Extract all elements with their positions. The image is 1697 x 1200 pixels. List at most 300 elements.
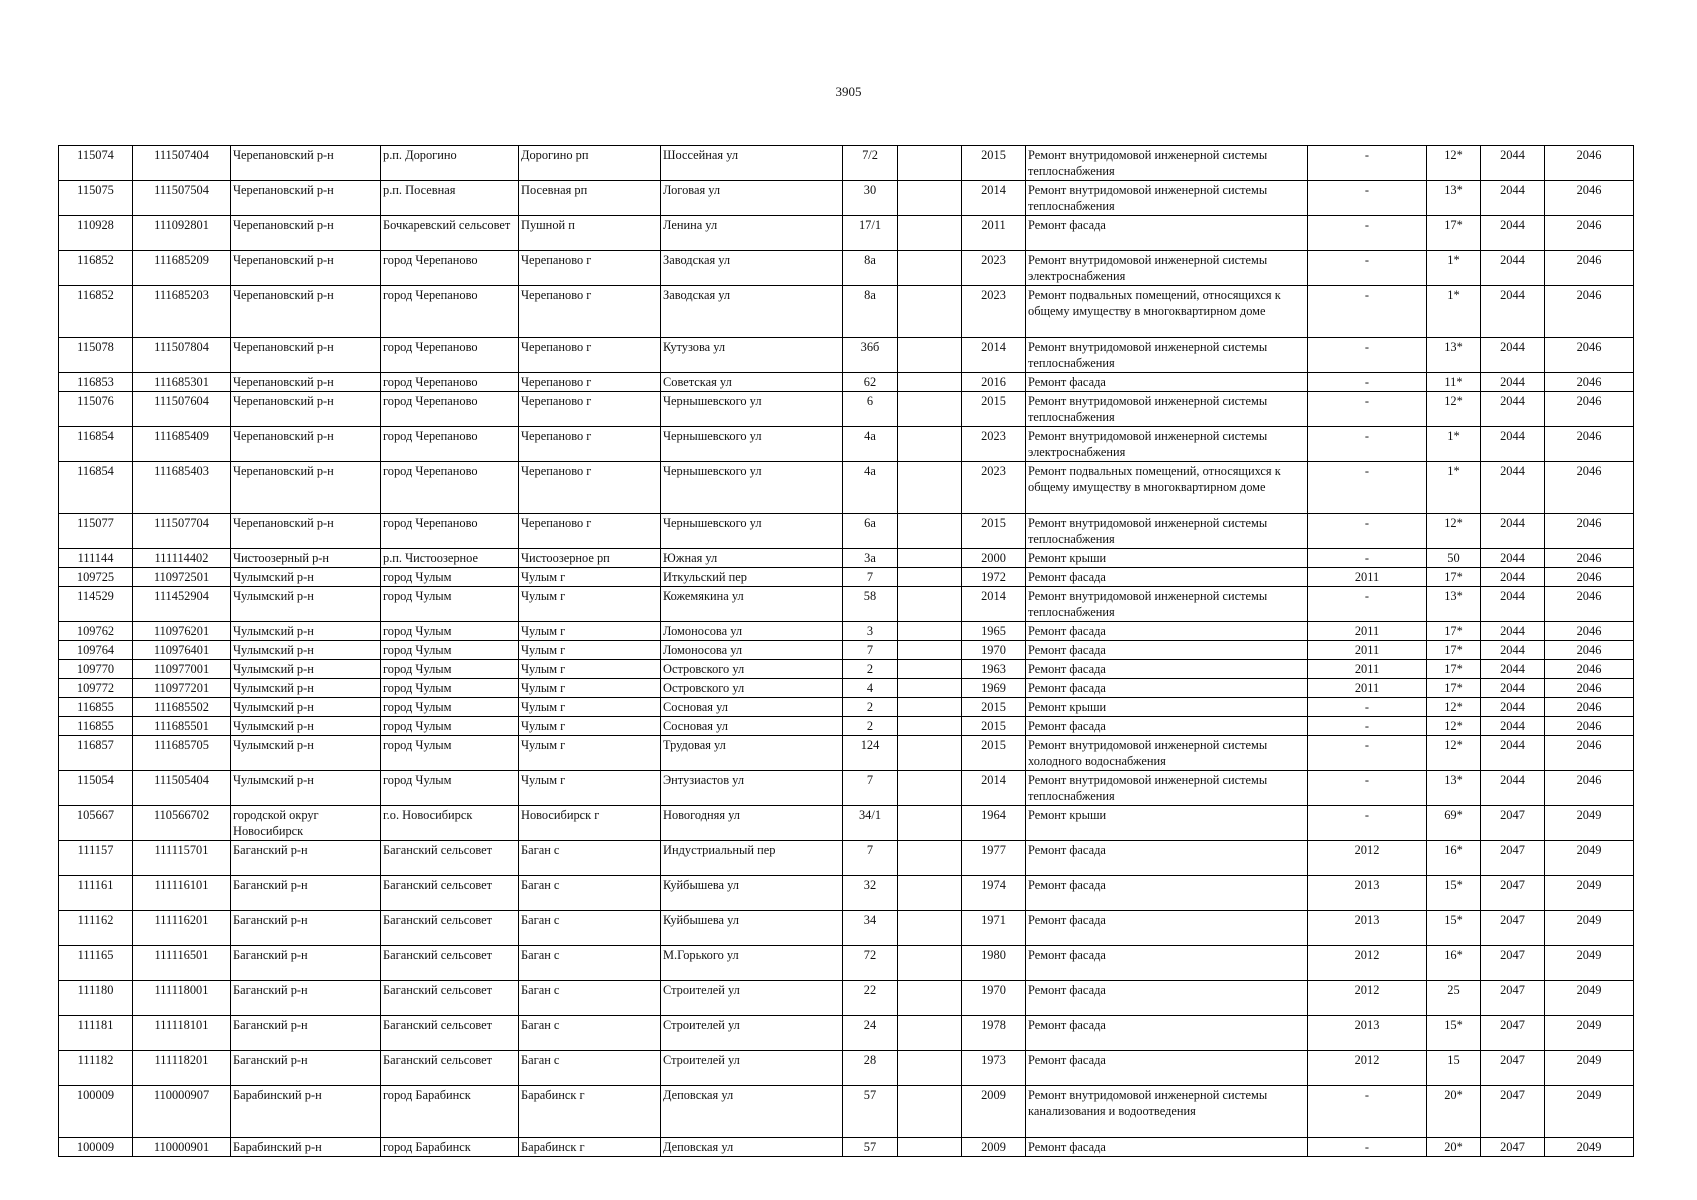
row-wear: 17* bbox=[1427, 568, 1481, 587]
row-house: 32 bbox=[843, 876, 898, 911]
table-row bbox=[59, 1051, 1634, 1086]
row-work: Ремонт внутридомовой инженерной системы канализования и водоотведения bbox=[1026, 1086, 1308, 1138]
row-blank bbox=[898, 641, 962, 660]
row-last-repair: - bbox=[1308, 1138, 1427, 1157]
row-last-repair: - bbox=[1308, 549, 1427, 568]
table-row bbox=[59, 679, 1634, 698]
row-blank bbox=[898, 216, 962, 251]
row-settlement: Черепаново г bbox=[519, 338, 661, 373]
row-code: 110000907 bbox=[133, 1086, 231, 1138]
row-from: 2044 bbox=[1481, 717, 1545, 736]
row-house: 3 bbox=[843, 622, 898, 641]
row-id: 109764 bbox=[59, 641, 133, 660]
row-from: 2047 bbox=[1481, 1051, 1545, 1086]
row-last-repair: - bbox=[1308, 717, 1427, 736]
row-street: Строителей ул bbox=[661, 1051, 843, 1086]
row-id: 116855 bbox=[59, 698, 133, 717]
row-code: 111092801 bbox=[133, 216, 231, 251]
row-year: 2016 bbox=[962, 373, 1026, 392]
row-blank bbox=[898, 911, 962, 946]
row-id: 100009 bbox=[59, 1138, 133, 1157]
row-code: 111685705 bbox=[133, 736, 231, 771]
row-id: 109772 bbox=[59, 679, 133, 698]
row-blank bbox=[898, 679, 962, 698]
row-municipality: город Черепаново bbox=[381, 373, 519, 392]
row-work: Ремонт фасада bbox=[1026, 1138, 1308, 1157]
row-last-repair: 2013 bbox=[1308, 876, 1427, 911]
row-id: 111165 bbox=[59, 946, 133, 981]
row-house: 2 bbox=[843, 717, 898, 736]
row-work: Ремонт фасада bbox=[1026, 911, 1308, 946]
row-code: 111116501 bbox=[133, 946, 231, 981]
row-to: 2046 bbox=[1545, 514, 1634, 549]
row-settlement: Чулым г bbox=[519, 736, 661, 771]
row-last-repair: 2012 bbox=[1308, 1051, 1427, 1086]
row-code: 111507704 bbox=[133, 514, 231, 549]
table-row bbox=[59, 876, 1634, 911]
row-blank bbox=[898, 181, 962, 216]
row-work: Ремонт фасада bbox=[1026, 981, 1308, 1016]
row-house: 2 bbox=[843, 660, 898, 679]
row-municipality: город Барабинск bbox=[381, 1086, 519, 1138]
row-blank bbox=[898, 876, 962, 911]
row-wear: 16* bbox=[1427, 946, 1481, 981]
row-house: 72 bbox=[843, 946, 898, 981]
row-id: 111180 bbox=[59, 981, 133, 1016]
row-work: Ремонт внутридомовой инженерной системы электроснабжения bbox=[1026, 251, 1308, 286]
row-street: Южная ул bbox=[661, 549, 843, 568]
row-wear: 11* bbox=[1427, 373, 1481, 392]
row-district: городской округ Новосибирск bbox=[231, 806, 381, 841]
row-settlement: Черепаново г bbox=[519, 373, 661, 392]
row-from: 2044 bbox=[1481, 568, 1545, 587]
row-from: 2044 bbox=[1481, 514, 1545, 549]
row-settlement: Барабинск г bbox=[519, 1086, 661, 1138]
row-street: Иткульский пер bbox=[661, 568, 843, 587]
row-year: 2015 bbox=[962, 736, 1026, 771]
row-district: Чулымский р-н bbox=[231, 622, 381, 641]
row-municipality: р.п. Посевная bbox=[381, 181, 519, 216]
row-municipality: Баганский сельсовет bbox=[381, 876, 519, 911]
table-row bbox=[59, 146, 1634, 181]
row-id: 111162 bbox=[59, 911, 133, 946]
row-street: Шоссейная ул bbox=[661, 146, 843, 181]
row-blank bbox=[898, 427, 962, 462]
row-from: 2044 bbox=[1481, 771, 1545, 806]
table-row bbox=[59, 911, 1634, 946]
row-blank bbox=[898, 1051, 962, 1086]
row-municipality: р.п. Чистоозерное bbox=[381, 549, 519, 568]
row-to: 2049 bbox=[1545, 1086, 1634, 1138]
row-from: 2044 bbox=[1481, 338, 1545, 373]
row-year: 2023 bbox=[962, 286, 1026, 338]
row-house: 124 bbox=[843, 736, 898, 771]
row-last-repair: 2011 bbox=[1308, 679, 1427, 698]
row-wear: 25 bbox=[1427, 981, 1481, 1016]
row-wear: 15* bbox=[1427, 911, 1481, 946]
row-district: Черепановский р-н bbox=[231, 251, 381, 286]
row-house: 57 bbox=[843, 1086, 898, 1138]
row-id: 116857 bbox=[59, 736, 133, 771]
row-blank bbox=[898, 1016, 962, 1051]
row-street: Логовая ул bbox=[661, 181, 843, 216]
row-to: 2046 bbox=[1545, 373, 1634, 392]
row-house: 7 bbox=[843, 771, 898, 806]
row-wear: 13* bbox=[1427, 338, 1481, 373]
row-last-repair: - bbox=[1308, 286, 1427, 338]
table-row bbox=[59, 660, 1634, 679]
row-code: 111507404 bbox=[133, 146, 231, 181]
row-municipality: Баганский сельсовет bbox=[381, 1051, 519, 1086]
row-blank bbox=[898, 1138, 962, 1157]
row-work: Ремонт внутридомовой инженерной системы теплоснабжения bbox=[1026, 392, 1308, 427]
row-wear: 12* bbox=[1427, 514, 1481, 549]
row-district: Чулымский р-н bbox=[231, 771, 381, 806]
row-from: 2044 bbox=[1481, 736, 1545, 771]
row-work: Ремонт фасада bbox=[1026, 876, 1308, 911]
row-work: Ремонт внутридомовой инженерной системы теплоснабжения bbox=[1026, 587, 1308, 622]
row-work: Ремонт фасада bbox=[1026, 1051, 1308, 1086]
row-district: Баганский р-н bbox=[231, 1051, 381, 1086]
row-last-repair: 2011 bbox=[1308, 660, 1427, 679]
row-house: 22 bbox=[843, 981, 898, 1016]
row-work: Ремонт крыши bbox=[1026, 698, 1308, 717]
row-last-repair: - bbox=[1308, 1086, 1427, 1138]
row-street: Заводская ул bbox=[661, 286, 843, 338]
row-district: Черепановский р-н bbox=[231, 427, 381, 462]
row-house: 7 bbox=[843, 568, 898, 587]
row-municipality: город Чулым bbox=[381, 587, 519, 622]
row-settlement: Барабинск г bbox=[519, 1138, 661, 1157]
row-year: 1969 bbox=[962, 679, 1026, 698]
row-settlement: Баган с bbox=[519, 911, 661, 946]
row-code: 111116201 bbox=[133, 911, 231, 946]
row-code: 111118101 bbox=[133, 1016, 231, 1051]
row-street: Чернышевского ул bbox=[661, 462, 843, 514]
row-street: Ленина ул bbox=[661, 216, 843, 251]
row-id: 111161 bbox=[59, 876, 133, 911]
row-district: Баганский р-н bbox=[231, 1016, 381, 1051]
row-year: 2011 bbox=[962, 216, 1026, 251]
row-house: 2 bbox=[843, 698, 898, 717]
table-row bbox=[59, 717, 1634, 736]
row-district: Чулымский р-н bbox=[231, 679, 381, 698]
row-to: 2049 bbox=[1545, 806, 1634, 841]
row-municipality: город Чулым bbox=[381, 717, 519, 736]
row-year: 2015 bbox=[962, 392, 1026, 427]
row-street: Чернышевского ул bbox=[661, 392, 843, 427]
row-id: 114529 bbox=[59, 587, 133, 622]
row-district: Баганский р-н bbox=[231, 981, 381, 1016]
row-work: Ремонт крыши bbox=[1026, 806, 1308, 841]
row-house: 34/1 bbox=[843, 806, 898, 841]
row-id: 116854 bbox=[59, 427, 133, 462]
row-work: Ремонт внутридомовой инженерной системы электроснабжения bbox=[1026, 427, 1308, 462]
row-to: 2046 bbox=[1545, 736, 1634, 771]
table-row bbox=[59, 216, 1634, 251]
row-municipality: город Черепаново bbox=[381, 462, 519, 514]
row-year: 1977 bbox=[962, 841, 1026, 876]
row-house: 24 bbox=[843, 1016, 898, 1051]
row-street: Островского ул bbox=[661, 660, 843, 679]
row-from: 2047 bbox=[1481, 946, 1545, 981]
row-wear: 1* bbox=[1427, 462, 1481, 514]
row-wear: 12* bbox=[1427, 392, 1481, 427]
row-code: 111685209 bbox=[133, 251, 231, 286]
row-settlement: Черепаново г bbox=[519, 392, 661, 427]
row-settlement: Черепаново г bbox=[519, 514, 661, 549]
row-wear: 15 bbox=[1427, 1051, 1481, 1086]
row-district: Черепановский р-н bbox=[231, 462, 381, 514]
row-last-repair: - bbox=[1308, 736, 1427, 771]
row-settlement: Чулым г bbox=[519, 568, 661, 587]
row-district: Черепановский р-н bbox=[231, 373, 381, 392]
table-row bbox=[59, 698, 1634, 717]
row-district: Чулымский р-н bbox=[231, 641, 381, 660]
row-last-repair: 2011 bbox=[1308, 622, 1427, 641]
row-work: Ремонт фасада bbox=[1026, 641, 1308, 660]
row-to: 2049 bbox=[1545, 981, 1634, 1016]
row-code: 111115701 bbox=[133, 841, 231, 876]
row-to: 2046 bbox=[1545, 679, 1634, 698]
row-work: Ремонт фасада bbox=[1026, 568, 1308, 587]
row-street: Сосновая ул bbox=[661, 717, 843, 736]
row-from: 2044 bbox=[1481, 216, 1545, 251]
row-wear: 50 bbox=[1427, 549, 1481, 568]
row-municipality: город Чулым bbox=[381, 771, 519, 806]
row-from: 2047 bbox=[1481, 1016, 1545, 1051]
row-code: 111118001 bbox=[133, 981, 231, 1016]
row-to: 2049 bbox=[1545, 1138, 1634, 1157]
table-row bbox=[59, 251, 1634, 286]
row-last-repair: 2013 bbox=[1308, 911, 1427, 946]
row-last-repair: 2013 bbox=[1308, 1016, 1427, 1051]
row-from: 2044 bbox=[1481, 679, 1545, 698]
row-house: 7 bbox=[843, 841, 898, 876]
row-from: 2044 bbox=[1481, 641, 1545, 660]
row-to: 2046 bbox=[1545, 771, 1634, 806]
table-row bbox=[59, 1086, 1634, 1138]
row-blank bbox=[898, 771, 962, 806]
row-from: 2044 bbox=[1481, 181, 1545, 216]
row-house: 6а bbox=[843, 514, 898, 549]
row-code: 110977001 bbox=[133, 660, 231, 679]
row-work: Ремонт фасада bbox=[1026, 1016, 1308, 1051]
row-municipality: город Чулым bbox=[381, 679, 519, 698]
row-to: 2046 bbox=[1545, 698, 1634, 717]
row-work: Ремонт фасада bbox=[1026, 841, 1308, 876]
row-settlement: Чулым г bbox=[519, 698, 661, 717]
row-last-repair: - bbox=[1308, 146, 1427, 181]
row-district: Чулымский р-н bbox=[231, 568, 381, 587]
table-row bbox=[59, 736, 1634, 771]
row-wear: 15* bbox=[1427, 876, 1481, 911]
row-blank bbox=[898, 587, 962, 622]
row-year: 1963 bbox=[962, 660, 1026, 679]
table-row bbox=[59, 587, 1634, 622]
row-street: Трудовая ул bbox=[661, 736, 843, 771]
table-row bbox=[59, 181, 1634, 216]
row-street: Чернышевского ул bbox=[661, 427, 843, 462]
row-code: 111116101 bbox=[133, 876, 231, 911]
row-work: Ремонт внутридомовой инженерной системы теплоснабжения bbox=[1026, 338, 1308, 373]
row-year: 2014 bbox=[962, 338, 1026, 373]
row-blank bbox=[898, 1086, 962, 1138]
row-district: Чулымский р-н bbox=[231, 698, 381, 717]
row-wear: 17* bbox=[1427, 641, 1481, 660]
row-from: 2044 bbox=[1481, 549, 1545, 568]
row-blank bbox=[898, 392, 962, 427]
row-year: 2014 bbox=[962, 771, 1026, 806]
row-to: 2046 bbox=[1545, 641, 1634, 660]
row-code: 111685403 bbox=[133, 462, 231, 514]
row-id: 116852 bbox=[59, 286, 133, 338]
row-year: 2023 bbox=[962, 462, 1026, 514]
row-municipality: город Чулым bbox=[381, 660, 519, 679]
row-wear: 1* bbox=[1427, 427, 1481, 462]
row-settlement: Баган с bbox=[519, 841, 661, 876]
row-municipality: город Чулым bbox=[381, 622, 519, 641]
page-number: 3905 bbox=[835, 84, 862, 99]
row-to: 2046 bbox=[1545, 181, 1634, 216]
row-municipality: Баганский сельсовет bbox=[381, 911, 519, 946]
row-work: Ремонт фасада bbox=[1026, 946, 1308, 981]
row-to: 2046 bbox=[1545, 216, 1634, 251]
row-blank bbox=[898, 251, 962, 286]
table-row bbox=[59, 373, 1634, 392]
row-code: 110976401 bbox=[133, 641, 231, 660]
row-settlement: Чулым г bbox=[519, 771, 661, 806]
row-blank bbox=[898, 462, 962, 514]
row-work: Ремонт крыши bbox=[1026, 549, 1308, 568]
row-street: Чернышевского ул bbox=[661, 514, 843, 549]
row-year: 1964 bbox=[962, 806, 1026, 841]
row-municipality: Бочкаревский сельсовет bbox=[381, 216, 519, 251]
row-street: Кутузова ул bbox=[661, 338, 843, 373]
row-id: 105667 bbox=[59, 806, 133, 841]
row-last-repair: - bbox=[1308, 338, 1427, 373]
row-wear: 20* bbox=[1427, 1086, 1481, 1138]
row-municipality: город Чулым bbox=[381, 641, 519, 660]
row-wear: 13* bbox=[1427, 587, 1481, 622]
row-settlement: Чулым г bbox=[519, 679, 661, 698]
row-id: 115076 bbox=[59, 392, 133, 427]
row-blank bbox=[898, 549, 962, 568]
row-id: 100009 bbox=[59, 1086, 133, 1138]
table-row bbox=[59, 462, 1634, 514]
row-district: Черепановский р-н bbox=[231, 286, 381, 338]
row-from: 2044 bbox=[1481, 427, 1545, 462]
row-from: 2047 bbox=[1481, 806, 1545, 841]
row-district: Барабинский р-н bbox=[231, 1138, 381, 1157]
row-work: Ремонт подвальных помещений, относящихся к общему имуществу в многоквартирном доме bbox=[1026, 462, 1308, 514]
row-work: Ремонт внутридомовой инженерной системы теплоснабжения bbox=[1026, 181, 1308, 216]
row-to: 2046 bbox=[1545, 392, 1634, 427]
row-street: Строителей ул bbox=[661, 981, 843, 1016]
row-wear: 20* bbox=[1427, 1138, 1481, 1157]
row-work: Ремонт фасада bbox=[1026, 373, 1308, 392]
row-id: 109725 bbox=[59, 568, 133, 587]
row-code: 111507604 bbox=[133, 392, 231, 427]
row-house: 7 bbox=[843, 641, 898, 660]
row-district: Баганский р-н bbox=[231, 876, 381, 911]
row-year: 1970 bbox=[962, 981, 1026, 1016]
row-district: Чулымский р-н bbox=[231, 660, 381, 679]
row-code: 111507804 bbox=[133, 338, 231, 373]
row-last-repair: - bbox=[1308, 514, 1427, 549]
row-to: 2049 bbox=[1545, 946, 1634, 981]
row-id: 111157 bbox=[59, 841, 133, 876]
row-year: 2000 bbox=[962, 549, 1026, 568]
row-settlement: Черепаново г bbox=[519, 427, 661, 462]
row-blank bbox=[898, 806, 962, 841]
row-to: 2046 bbox=[1545, 660, 1634, 679]
row-last-repair: - bbox=[1308, 806, 1427, 841]
row-code: 110976201 bbox=[133, 622, 231, 641]
row-wear: 16* bbox=[1427, 841, 1481, 876]
row-last-repair: - bbox=[1308, 462, 1427, 514]
row-street: Куйбышева ул bbox=[661, 911, 843, 946]
row-house: 34 bbox=[843, 911, 898, 946]
row-wear: 17* bbox=[1427, 660, 1481, 679]
row-work: Ремонт фасада bbox=[1026, 216, 1308, 251]
row-settlement: Баган с bbox=[519, 1016, 661, 1051]
row-street: Ломоносова ул bbox=[661, 641, 843, 660]
row-last-repair: 2011 bbox=[1308, 568, 1427, 587]
row-house: 8а bbox=[843, 251, 898, 286]
row-year: 1971 bbox=[962, 911, 1026, 946]
row-work: Ремонт внутридомовой инженерной системы теплоснабжения bbox=[1026, 771, 1308, 806]
row-house: 62 bbox=[843, 373, 898, 392]
row-district: Черепановский р-н bbox=[231, 146, 381, 181]
row-to: 2049 bbox=[1545, 876, 1634, 911]
row-year: 1974 bbox=[962, 876, 1026, 911]
table-row bbox=[59, 641, 1634, 660]
row-code: 110000901 bbox=[133, 1138, 231, 1157]
row-work: Ремонт фасада bbox=[1026, 622, 1308, 641]
row-from: 2047 bbox=[1481, 1086, 1545, 1138]
row-code: 111685409 bbox=[133, 427, 231, 462]
row-street: Деповская ул bbox=[661, 1138, 843, 1157]
row-wear: 1* bbox=[1427, 251, 1481, 286]
row-settlement: Посевная рп bbox=[519, 181, 661, 216]
table-row bbox=[59, 427, 1634, 462]
row-house: 36б bbox=[843, 338, 898, 373]
table-row bbox=[59, 806, 1634, 841]
row-house: 4а bbox=[843, 462, 898, 514]
row-blank bbox=[898, 286, 962, 338]
row-settlement: Чулым г bbox=[519, 622, 661, 641]
row-last-repair: 2012 bbox=[1308, 981, 1427, 1016]
table-row bbox=[59, 1016, 1634, 1051]
row-work: Ремонт фасада bbox=[1026, 660, 1308, 679]
row-house: 4а bbox=[843, 427, 898, 462]
row-last-repair: - bbox=[1308, 251, 1427, 286]
row-from: 2044 bbox=[1481, 392, 1545, 427]
row-settlement: Баган с bbox=[519, 981, 661, 1016]
row-settlement: Дорогино рп bbox=[519, 146, 661, 181]
row-house: 3а bbox=[843, 549, 898, 568]
repair-schedule-table bbox=[58, 145, 1634, 1157]
row-wear: 15* bbox=[1427, 1016, 1481, 1051]
row-last-repair: - bbox=[1308, 392, 1427, 427]
row-settlement: Баган с bbox=[519, 1051, 661, 1086]
row-code: 111114402 bbox=[133, 549, 231, 568]
row-wear: 1* bbox=[1427, 286, 1481, 338]
row-from: 2044 bbox=[1481, 286, 1545, 338]
row-street: Советская ул bbox=[661, 373, 843, 392]
row-municipality: город Черепаново bbox=[381, 338, 519, 373]
